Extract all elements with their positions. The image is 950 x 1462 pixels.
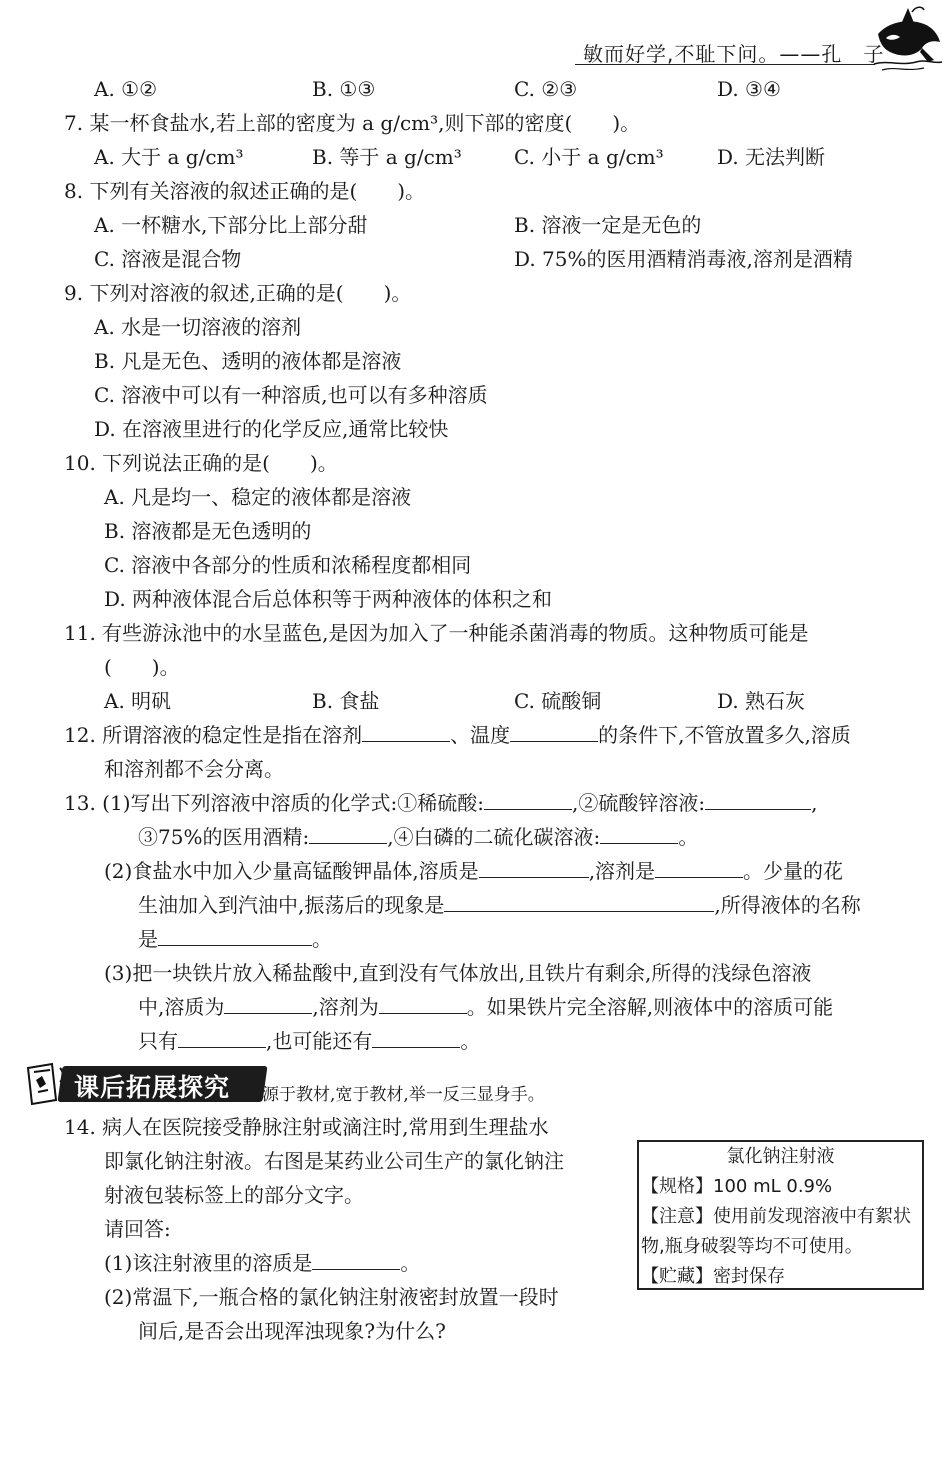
q13-text: (2)食盐水中加入少量高锰酸钾晶体,溶质是 [104, 859, 479, 883]
whale-icon [872, 4, 944, 74]
q8-stem: 8. 下列有关溶液的叙述正确的是( )。 [64, 179, 426, 203]
q7-option-d: D. 无法判断 [717, 145, 826, 169]
q13-text: ,也可能还有 [266, 1029, 373, 1053]
q14-text: 。 [400, 1251, 421, 1275]
q13-text: 中,溶质为 [138, 995, 225, 1019]
q6-option-c: C. ②③ [514, 77, 578, 101]
q8-option-d: D. 75%的医用酒精消毒液,溶剂是酒精 [514, 247, 853, 271]
q13-blank-9[interactable] [224, 991, 312, 1014]
q7-option-c: C. 小于 a g/cm³ [514, 145, 664, 169]
q9-option-c: C. 溶液中可以有一种溶质,也可以有多种溶质 [94, 383, 488, 407]
q10-option-a: A. 凡是均一、稳定的液体都是溶液 [104, 485, 412, 509]
label-note-1: 【注意】使用前发现溶液中有絮状 [641, 1206, 911, 1227]
label-note-2: 物,瓶身破裂等均不可使用。 [641, 1236, 863, 1257]
q8-option-a: A. 一杯糖水,下部分比上部分甜 [94, 213, 368, 237]
q7-option-a: A. 大于 a g/cm³ [94, 145, 244, 169]
q12-line2: 和溶剂都不会分离。 [104, 757, 284, 781]
q10-stem: 10. 下列说法正确的是( )。 [64, 451, 338, 475]
q12-blank-temperature[interactable] [510, 719, 598, 742]
q14-line6: (2)常温下,一瓶合格的氯化钠注射液密封放置一段时 [104, 1285, 559, 1309]
label-storage: 【贮藏】密封保存 [641, 1266, 785, 1287]
q9-stem: 9. 下列对溶液的叙述,正确的是( )。 [64, 281, 412, 305]
q13-line8 [138, 1024, 480, 1058]
q11-option-d: D. 熟石灰 [717, 689, 806, 713]
q6-option-b: B. ①③ [312, 77, 376, 101]
q9-option-d: D. 在溶液里进行的化学反应,通常比较快 [94, 417, 449, 441]
q14-line2: 即氯化钠注射液。右图是某药业公司生产的氯化钠注 [104, 1149, 564, 1173]
q13-blank-12[interactable] [372, 1025, 460, 1048]
q14-line4: 请回答: [104, 1217, 171, 1241]
q11-option-a: A. 明矾 [104, 689, 172, 713]
q13-text: ,④白磷的二硫化碳溶液: [387, 825, 601, 849]
q13-text: 是 [138, 927, 158, 951]
page-motto: 敏而好学,不耻下问。——孔 子 [583, 42, 885, 66]
q13-text: 。 [460, 1029, 481, 1053]
section-banner [22, 1062, 922, 1106]
q13-line3 [104, 854, 843, 888]
q13-blank-1[interactable] [484, 787, 572, 810]
q11-option-c: C. 硫酸铜 [514, 689, 602, 713]
q13-blank-5[interactable] [479, 855, 589, 878]
q6-option-d: D. ③④ [717, 77, 781, 101]
q7-stem: 7. 某一杯食盐水,若上部的密度为 a g/cm³,则下部的密度( )。 [64, 111, 641, 135]
q13-blank-4[interactable] [600, 821, 678, 844]
q14-line5 [104, 1246, 420, 1280]
q13-line5 [138, 922, 332, 956]
q12-text-1: 12. 所谓溶液的稳定性是指在溶剂 [64, 723, 363, 747]
q12-blank-solvent[interactable] [362, 719, 450, 742]
q13-text: 。 [678, 825, 699, 849]
label-title: 氯化钠注射液 [726, 1146, 835, 1167]
q12-line1 [64, 718, 851, 752]
q10-option-c: C. 溶液中各部分的性质和浓稀程度都相同 [104, 553, 472, 577]
q11-stem-cont: ( )。 [104, 655, 180, 679]
q13-blank-7[interactable] [444, 889, 714, 912]
q13-line6: (3)把一块铁片放入稀盐酸中,直到没有气体放出,且铁片有剩余,所得的浅绿色溶液 [104, 961, 812, 985]
q13-text: 13. (1)写出下列溶液中溶质的化学式:①稀硫酸: [64, 791, 484, 815]
q13-text: , [811, 791, 818, 815]
q13-text: 。如果铁片完全溶解,则液体中的溶质可能 [466, 995, 834, 1019]
q13-text: ,所得液体的名称 [714, 893, 861, 917]
q14-line7: 间后,是否会出现浑浊现象?为什么? [138, 1319, 446, 1343]
q9-option-a: A. 水是一切溶液的溶剂 [94, 315, 302, 339]
q14-text: (1)该注射液里的溶质是 [104, 1251, 313, 1275]
q13-line7 [138, 990, 833, 1024]
q13-line2 [138, 820, 698, 854]
q11-stem: 11. 有些游泳池中的水呈蓝色,是因为加入了一种能杀菌消毒的物质。这种物质可能是 [64, 621, 809, 645]
q10-option-d: D. 两种液体混合后总体积等于两种液体的体积之和 [104, 587, 553, 611]
injection-label [637, 1140, 924, 1290]
q13-blank-6[interactable] [655, 855, 743, 878]
q8-option-b: B. 溶液一定是无色的 [514, 213, 702, 237]
q13-text: 生油加入到汽油中,振荡后的现象是 [138, 893, 445, 917]
q6-option-a: A. ①② [94, 77, 158, 101]
q13-blank-3[interactable] [309, 821, 387, 844]
q13-text: ,溶剂为 [312, 995, 379, 1019]
q13-blank-8[interactable] [158, 923, 312, 946]
q7-option-b: B. 等于 a g/cm³ [312, 145, 462, 169]
section-subtitle: 源于教材,宽于教材,举一反三显身手。 [262, 1085, 545, 1105]
q10-option-b: B. 溶液都是无色透明的 [104, 519, 312, 543]
q13-text: ,②硫酸锌溶液: [571, 791, 706, 815]
section-title: 课后拓展探究 [74, 1073, 231, 1102]
q11-option-b: B. 食盐 [312, 689, 380, 713]
q13-blank-11[interactable] [178, 1025, 266, 1048]
q14-line3: 射液包装标签上的部分文字。 [104, 1183, 364, 1207]
q9-option-b: B. 凡是无色、透明的液体都是溶液 [94, 349, 402, 373]
q14-blank-solute[interactable] [312, 1247, 400, 1270]
q13-text: 。 [312, 927, 332, 951]
header-rule [575, 64, 875, 65]
q8-option-c: C. 溶液是混合物 [94, 247, 242, 271]
q12-text-2: 、温度 [450, 723, 511, 747]
q13-line1 [64, 786, 817, 820]
q12-text-3: 的条件下,不管放置多久,溶质 [598, 723, 851, 747]
q13-text: ,溶剂是 [588, 859, 656, 883]
q14-line1: 14. 病人在医院接受静脉注射或滴注时,常用到生理盐水 [64, 1115, 549, 1139]
label-spec: 【规格】100 mL 0.9% [641, 1176, 833, 1197]
q13-text: 。少量的花 [743, 859, 844, 883]
q13-blank-2[interactable] [705, 787, 811, 810]
q13-blank-10[interactable] [379, 991, 467, 1014]
q13-line4 [138, 888, 861, 922]
q13-text: ③75%的医用酒精: [138, 825, 310, 849]
q13-text: 只有 [138, 1029, 178, 1053]
